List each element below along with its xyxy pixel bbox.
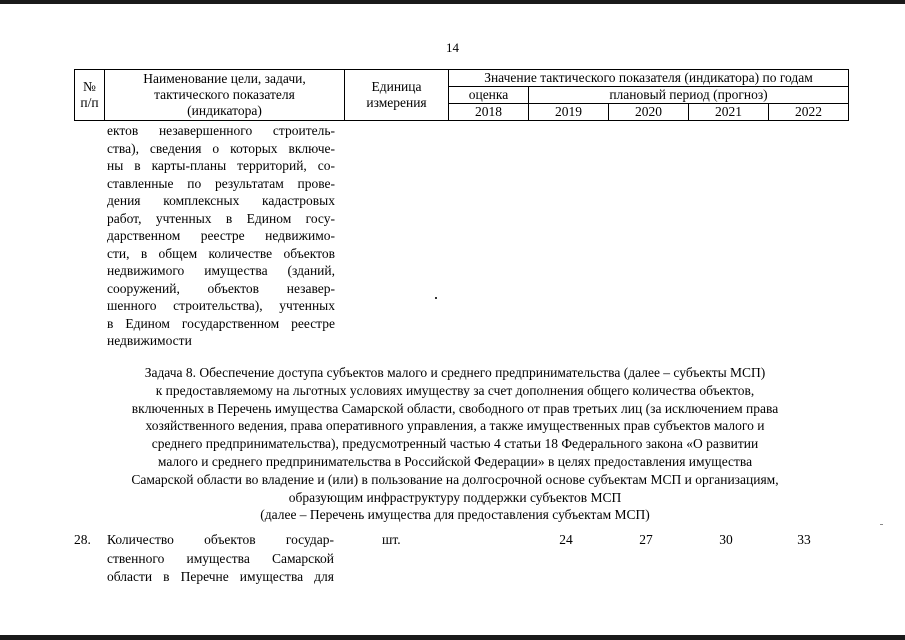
text-line: недвижимости <box>107 333 192 348</box>
task-line: хозяйственного ведения, права оперативного управления, а также имущественных прав субъектов малого и <box>145 418 765 434</box>
text-line: работ, учтенных в Едином госу- <box>107 210 335 226</box>
header-planned-period: плановый период (прогноз) <box>529 87 849 104</box>
top-edge-line <box>0 0 905 4</box>
header-name-line2: тактического показателя <box>154 87 295 102</box>
task-line: к предоставляемому на льготных условиях имуществу за счет дополнения общего количества объектов, <box>155 382 755 398</box>
text-line: недвижимого имущества (зданий, <box>107 263 335 278</box>
header-year-2021: 2021 <box>689 104 769 121</box>
text-line: дения комплексных кадастровых <box>107 193 335 208</box>
text-line: дарственном реестре недвижимо- <box>107 228 335 243</box>
scan-speck <box>435 297 437 299</box>
header-unit-line2: измерения <box>366 95 427 110</box>
header-num-cell <box>75 70 105 121</box>
text-line: шенного строительства), учтенных <box>107 298 335 313</box>
header-name-line1: Наименование цели, задачи, <box>143 71 306 86</box>
task-line: образующим инфраструктуру поддержки субъектов МСП <box>288 489 622 505</box>
text-line: ектов незавершенного строитель- <box>107 123 335 138</box>
text-line: ставленные по результатам прове- <box>107 175 335 191</box>
text-line: ственного имущества Самарской <box>107 550 334 566</box>
bottom-edge-line <box>0 635 905 640</box>
task-line: Самарской области во владение и (или) в пользование на долгосрочной основе субъектам МСП и организациям, <box>131 471 779 487</box>
continued-indicator-name <box>107 122 335 350</box>
row-indicator-name <box>107 531 334 587</box>
text-line: сти, в общем количестве объектов <box>107 245 335 261</box>
indicator-table-header <box>74 69 849 121</box>
header-num-line1: № <box>83 79 96 94</box>
header-estimate: оценка <box>449 87 529 104</box>
row-unit: шт. <box>382 532 401 547</box>
row-number: 28. <box>74 532 91 547</box>
text-line: сооружений, объектов незавер- <box>107 280 335 296</box>
text-line: Количество объектов государ- <box>107 532 334 547</box>
header-name-line3: (индикатора) <box>187 103 262 118</box>
header-year-2020: 2020 <box>609 104 689 121</box>
header-year-2022: 2022 <box>769 104 849 121</box>
header-unit-cell <box>345 70 449 121</box>
row-value-2021: 30 <box>719 532 733 547</box>
text-line: в Едином государственном реестре <box>107 315 335 331</box>
page-number: 14 <box>446 40 459 55</box>
task-line: малого и среднего предпринимательства в Российской Федерации» в целях предоставления имущества <box>157 453 753 469</box>
header-year-2018: 2018 <box>449 104 529 121</box>
row-value-2022: 33 <box>797 532 811 547</box>
header-name-cell <box>105 70 345 121</box>
row-value-2020: 27 <box>639 532 653 547</box>
text-line: области в Перечне имущества для <box>107 569 334 584</box>
task-line: Задача 8. Обеспечение доступа субъектов малого и среднего предпринимательства (далее – субъекты МСП) <box>144 365 766 380</box>
header-year-2019: 2019 <box>529 104 609 121</box>
task-8-heading <box>80 364 830 524</box>
text-line: ны в карты-планы территорий, со- <box>107 158 335 173</box>
task-line: среднего предпринимательства), предусмотренный частью 4 статьи 18 Федерального закона «О развитии <box>151 436 759 452</box>
task-line: включенных в Перечень имущества Самарской области, свободного от прав третьих лиц (за исключением права <box>131 400 779 416</box>
header-num-line2: п/п <box>80 95 99 110</box>
header-unit-line1: Единица <box>371 79 422 94</box>
task-line: (далее – Перечень имущества для предоставления субъектам МСП) <box>260 507 650 523</box>
scan-mark <box>880 524 883 525</box>
text-line: ства), сведения о которых включе- <box>107 140 335 156</box>
row-value-2019: 24 <box>559 532 573 547</box>
header-values-title: Значение тактического показателя (индикатора) по годам <box>449 70 849 87</box>
